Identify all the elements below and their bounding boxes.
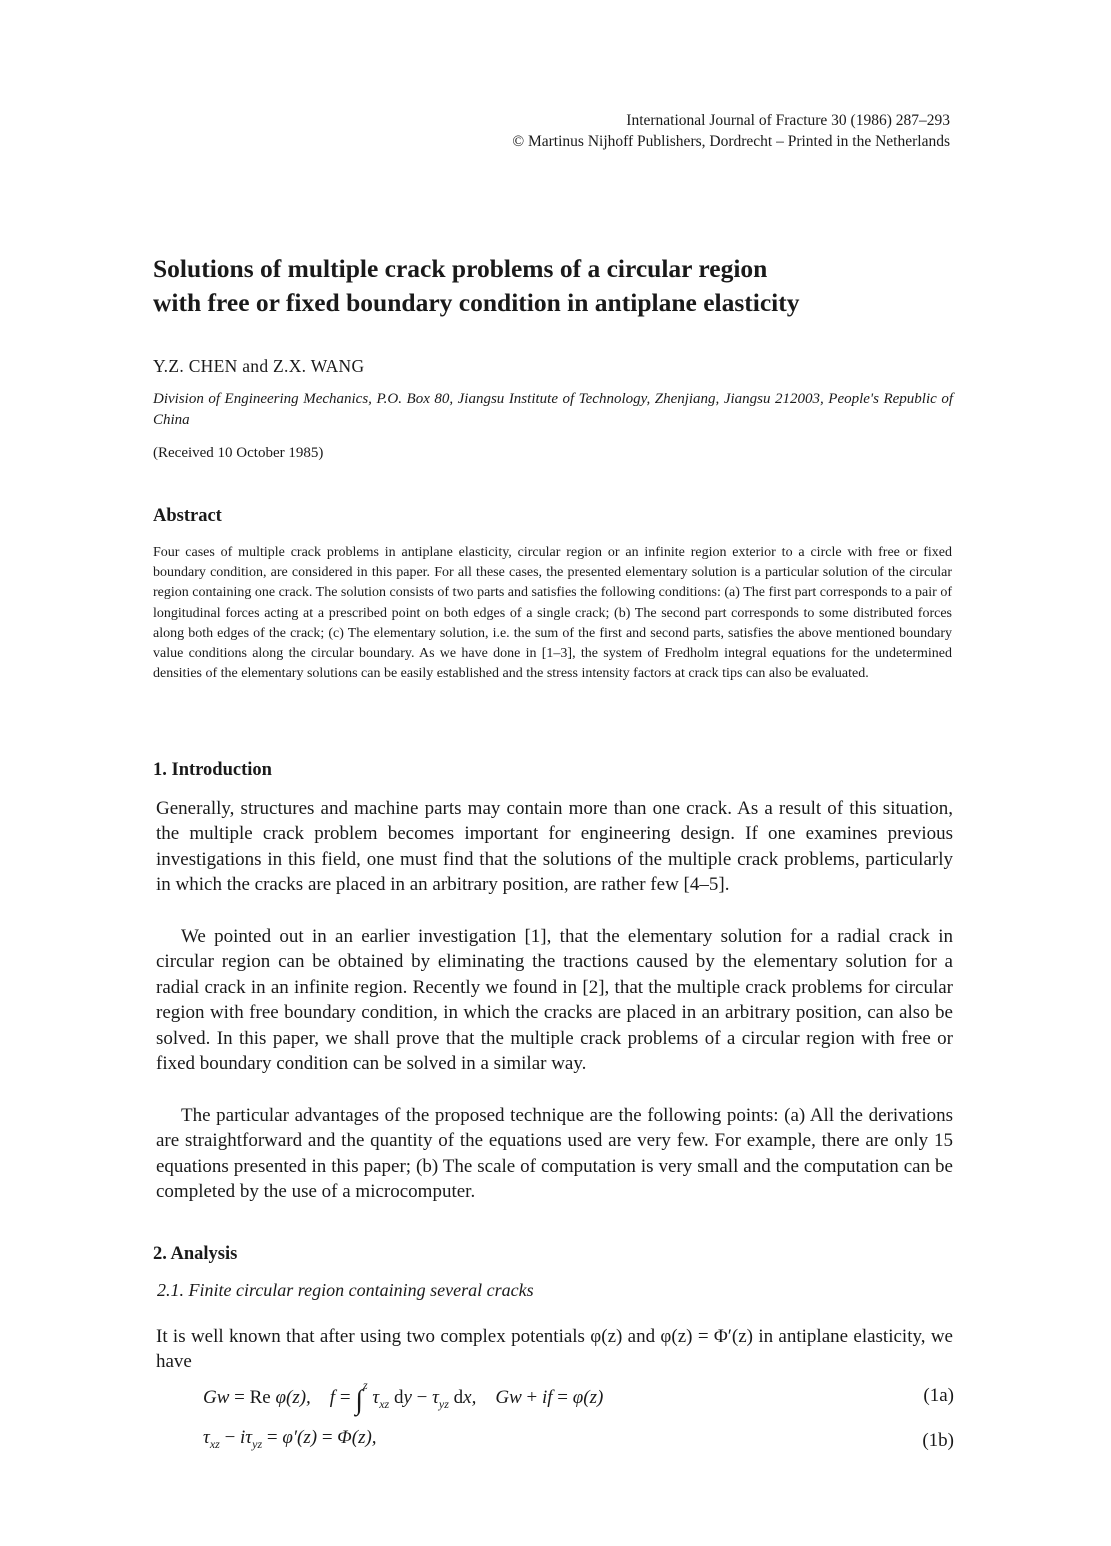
journal-header xyxy=(512,110,950,152)
title-line-1: Solutions of multiple crack problems of a circular region xyxy=(153,254,768,283)
equation-1b: $\tau_{xz} - i\tau_{yz} = \varphi'(z) = \Phi(z)$, xyxy=(203,1427,377,1451)
publisher-line: © Martinus Nijhoff Publishers, Dordrecht – Printed in the Netherlands xyxy=(512,133,950,150)
equation-number-1b: (1b) xyxy=(922,1430,954,1451)
abstract-heading: Abstract xyxy=(153,506,222,526)
analysis-paragraph: It is well known that after using two complex potentials φ(z) and φ(z) = Φ′(z) in antiplane elasticity, we have xyxy=(156,1326,953,1373)
equation-1a: Gw = Re φ(z), f = ∫$^z$ $\tau_{xz}$ dy − $\tau_{yz}$ dx, Gw + if = φ(z) xyxy=(203,1378,604,1416)
subsection-heading: 2.1. Finite circular region containing several cracks xyxy=(157,1280,534,1300)
received-date: (Received 10 October 1985) xyxy=(153,445,324,461)
journal-citation: International Journal of Fracture 30 (1986) 287–293 xyxy=(626,112,950,129)
abstract-text: Four cases of multiple crack problems in antiplane elasticity, circular region or an infinite region exterior to a circle with free or fixed boundary condition, are considered in this paper. For all these cases, the presented elementary solution is a particular solution of the circular region containing one crack. The solution consists of two parts and satisfies the following conditions: (a) The first part corresponds to a pair of longitudinal forces acting at a prescribed point on both edges of a single crack; (b) The second part corresponds to some distributed forces along both edges of the crack; (c) The elementary solution, i.e. the sum of the first and second parts, satisfies the above mentioned boundary value conditions along the circular boundary. As we have done in [1–3], the system of Fredholm integral equations for the undetermined densities of the elementary solutions can be easily established and the stress intensity factors at crack tips can also be evaluated. xyxy=(153,545,952,682)
analysis-heading: 2. Analysis xyxy=(153,1244,238,1264)
affiliation: Division of Engineering Mechanics, P.O. Box 80, Jiangsu Institute of Technology, Zhenjiang, Jiangsu 212003, People's Republic of China xyxy=(153,391,953,428)
intro-paragraph-1: Generally, structures and machine parts may contain more than one crack. As a result of this situation, the multiple crack problem becomes important for engineering design. If one examines previous investigations in this field, one must find that the solutions of the multiple crack problems, particularly in which the cracks are placed in an arbitrary position, are rather few [4–5]. xyxy=(156,798,953,896)
authors: Y.Z. CHEN and Z.X. WANG xyxy=(153,356,365,376)
intro-paragraph-2: We pointed out in an earlier investigation [1], that the elementary solution for a radial crack in circular region can be obtained by eliminating the tractions caused by the elementary solution for a radial crack in an infinite region. Recently we found in [2], that the multiple crack problems for circular region with free boundary condition, in which the cracks are placed in an arbitrary position, can also be solved. In this paper, we shall prove that the multiple crack problems of a circular region with free or fixed boundary condition can be solved in a similar way. xyxy=(156,926,953,1075)
title-line-2: with free or fixed boundary condition in antiplane elasticity xyxy=(153,288,800,317)
paper-title xyxy=(153,252,953,320)
intro-paragraph-3: The particular advantages of the proposed technique are the following points: (a) All the derivations are straightforward and the quantity of the equations used are very few. For example, there are only 15 equations presented in this paper; (b) The scale of computation is very small and the computation can be completed by the use of a microcomputer. xyxy=(156,1105,953,1203)
equation-number-1a: (1a) xyxy=(923,1385,954,1406)
introduction-heading: 1. Introduction xyxy=(153,760,272,780)
